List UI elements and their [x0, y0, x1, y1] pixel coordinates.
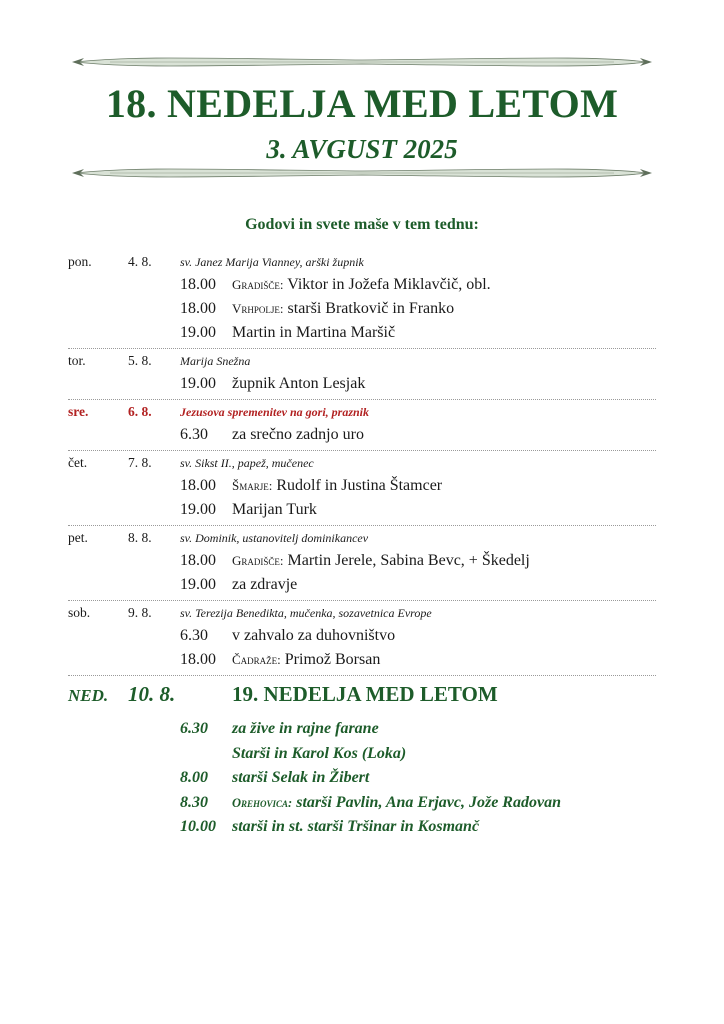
mass-entry [68, 767, 656, 792]
mass-time: 19.00 [180, 501, 216, 518]
day-date: 10. 8. [128, 682, 176, 706]
mass-entry [68, 274, 656, 298]
day-block-saturday [68, 601, 656, 676]
mass-time: 6.30 [180, 720, 208, 737]
mass-intention: starši Bratkovič in Franko [287, 300, 455, 317]
mass-intention: v zahvalo za duhovništvo [232, 627, 396, 644]
mass-intention: Martin Jerele, Sabina Bevc, + Škedelj [287, 552, 530, 569]
day-block-thursday [68, 451, 656, 526]
mass-time: 6.30 [180, 426, 208, 443]
mass-intention: starši Pavlin, Ana Erjavc, Jože Radovan [296, 793, 561, 811]
mass-entry [68, 475, 656, 499]
day-name: tor. [68, 353, 86, 368]
mass-entry [68, 625, 656, 649]
day-name: pon. [68, 254, 92, 269]
feast-name: sv. Janez Marija Vianney, arški župnik [180, 255, 364, 269]
weekly-schedule [68, 250, 656, 843]
mass-entry [68, 816, 656, 841]
mass-intention: Marijan Turk [232, 501, 317, 518]
mass-time: 19.00 [180, 375, 216, 392]
feast-name: sv. Dominik, ustanovitelj dominikancev [180, 531, 369, 545]
mass-place: Gradišče: [232, 277, 284, 292]
mass-intention: za zdravje [232, 576, 298, 593]
mass-time: 18.00 [180, 552, 216, 569]
day-header [68, 400, 656, 424]
mass-entry [68, 424, 656, 448]
day-header [68, 601, 656, 625]
day-block-tuesday [68, 349, 656, 400]
mass-entry [68, 792, 656, 817]
day-block-monday [68, 250, 656, 349]
day-name: pet. [68, 530, 88, 545]
feast-name: sv. Terezija Benedikta, mučenka, sozavetnica Evrope [180, 606, 432, 620]
mass-entry [68, 718, 656, 743]
mass-time: 8.30 [180, 793, 208, 811]
mass-intention: starši in st. starši Tršinar in Kosmanč [232, 818, 480, 835]
mass-time: 19.00 [180, 576, 216, 593]
day-header [68, 250, 656, 274]
mass-entry [68, 743, 656, 768]
section-heading: Godovi in svete maše v tem tednu: [245, 216, 479, 233]
day-name: sob. [68, 605, 91, 620]
mass-intention: za srečno zadnjo uro [232, 426, 364, 443]
day-block-friday [68, 526, 656, 601]
day-header [68, 349, 656, 373]
day-date: 9. 8. [128, 605, 152, 620]
mass-intention: Viktor in Jožefa Miklavčič, obl. [287, 276, 491, 293]
mass-entry [68, 373, 656, 397]
mass-place: Vrhpolje: [232, 301, 284, 316]
mass-entry [68, 322, 656, 346]
page-date: 3. AVGUST 2025 [266, 134, 458, 164]
mass-intention: za žive in rajne farane [232, 720, 379, 737]
mass-intention: župnik Anton Lesjak [232, 375, 366, 392]
day-date: 4. 8. [128, 254, 152, 269]
day-name: sre. [68, 404, 89, 419]
mass-time: 8.00 [180, 769, 208, 786]
mass-time: 6.30 [180, 627, 208, 644]
mass-time: 19.00 [180, 324, 216, 341]
mass-intention: starši Selak in Žibert [232, 769, 370, 786]
feast-name: sv. Sikst II., papež, mučenec [180, 456, 314, 470]
day-date: 5. 8. [128, 353, 152, 368]
day-name: čet. [68, 455, 88, 470]
feast-name: Marija Snežna [180, 354, 251, 368]
mass-intention: Primož Borsan [284, 651, 381, 668]
mass-intention: Martin in Martina Maršič [232, 324, 396, 341]
decorative-divider-bottom [70, 166, 654, 180]
mass-place: Čadraže: [232, 652, 281, 667]
day-block-wednesday [68, 400, 656, 451]
page-title: 18. NEDELJA MED LETOM [105, 81, 619, 126]
day-date: 8. 8. [128, 530, 152, 545]
decorative-divider-top [70, 55, 654, 69]
mass-place: Šmarje: [232, 478, 273, 493]
day-block-sunday [68, 678, 656, 843]
mass-place: Orehovica: [232, 795, 293, 810]
mass-time: 18.00 [180, 477, 216, 494]
mass-time: 10.00 [180, 818, 216, 835]
mass-entry [68, 574, 656, 598]
feast-name: Jezusova spremenitev na gori, praznik [180, 405, 370, 419]
mass-entry [68, 649, 656, 673]
day-header [68, 451, 656, 475]
sunday-header [68, 678, 656, 718]
day-name: NED. [68, 686, 109, 705]
feast-number: 19. [232, 682, 259, 706]
mass-place: Gradišče: [232, 553, 284, 568]
mass-time: 18.00 [180, 300, 216, 317]
mass-time: 18.00 [180, 276, 216, 293]
mass-time: 18.00 [180, 651, 216, 668]
mass-intention: Starši in Karol Kos (Loka) [232, 744, 407, 762]
feast-name: NEDELJA MED LETOM [263, 682, 498, 706]
mass-intention: Rudolf in Justina Štamcer [276, 477, 443, 494]
mass-entry [68, 550, 656, 574]
day-date: 6. 8. [128, 404, 152, 419]
day-date: 7. 8. [128, 455, 152, 470]
mass-entry [68, 298, 656, 322]
mass-entry [68, 499, 656, 523]
day-header [68, 526, 656, 550]
